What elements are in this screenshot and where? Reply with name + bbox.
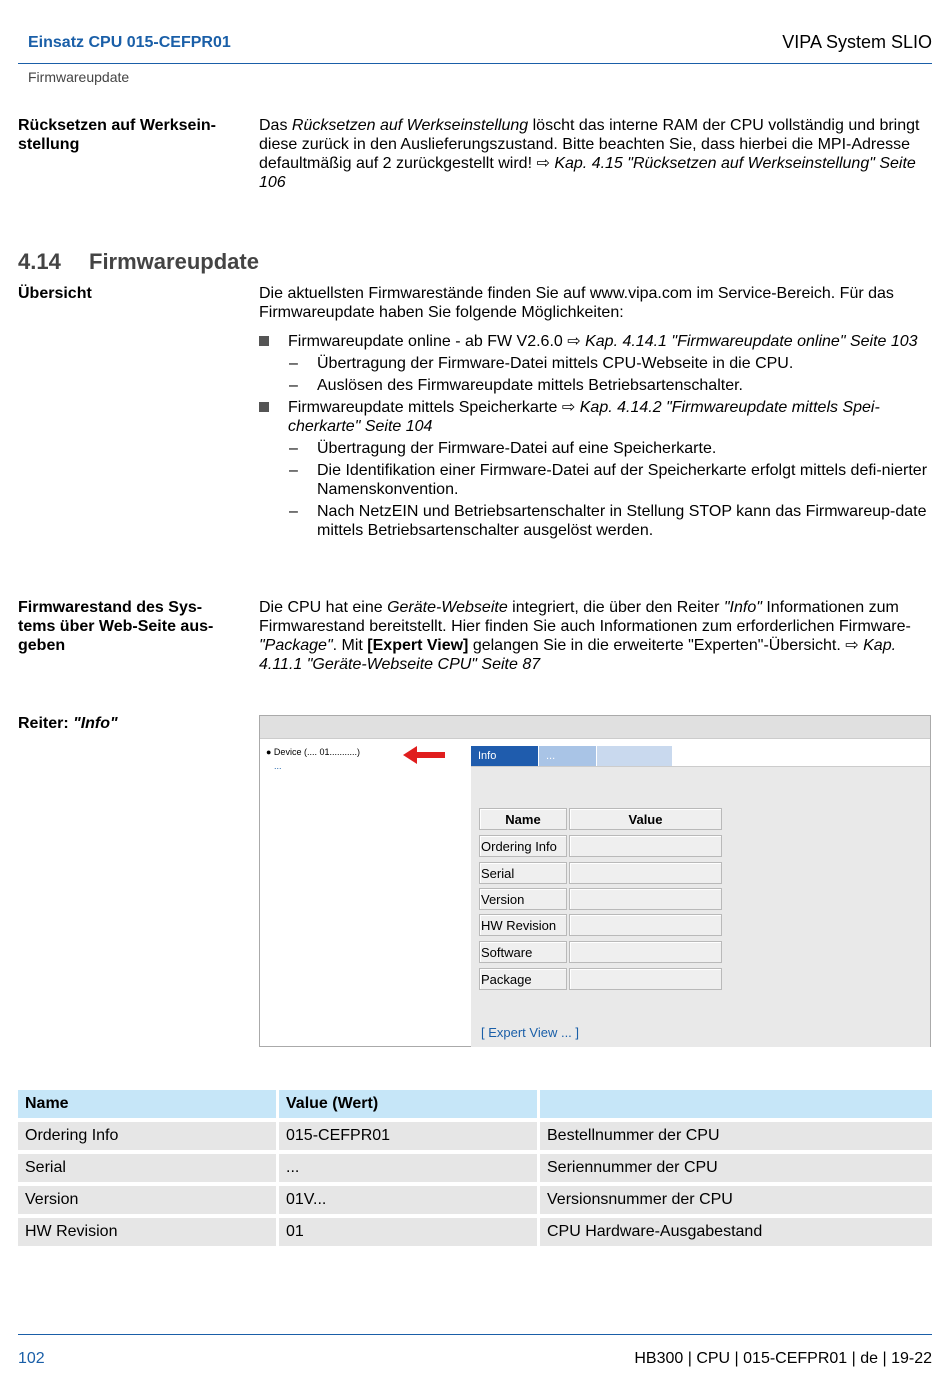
info-row-name: Package <box>479 968 567 990</box>
expert-view-link[interactable]: [ Expert View ... ] <box>481 1025 580 1040</box>
sub-list-item <box>259 461 935 499</box>
section-number: 4.14 <box>18 249 61 274</box>
info-row-name: HW Revision <box>479 914 567 936</box>
tab-empty[interactable] <box>597 746 672 766</box>
table-cell-value: ... <box>279 1154 537 1182</box>
overview-intro: Die aktuellsten Firmwarestände finden Sie auf www.vipa.com im Service-Bereich. Für das Firmwareupdate haben Sie folgende Möglichkeiten: <box>259 285 894 321</box>
table-header-name: Name <box>18 1090 276 1118</box>
tab-info[interactable]: Info <box>471 746 538 766</box>
table-cell-name: Version <box>18 1186 276 1214</box>
info-row-name: Serial <box>479 862 567 884</box>
reset-text-2: Rücksetzen auf Werkseinstellung <box>291 117 529 134</box>
web-page-screenshot <box>259 715 931 1047</box>
tree-more-item[interactable]: ... <box>274 761 282 771</box>
sub-list-item <box>259 502 935 540</box>
sub-list-text: Die Identifikation einer Firmware-Datei auf der Speicherkarte erfolgt mittels defi-nierter Namenskonvention. <box>317 462 928 498</box>
header-chapter-title: Einsatz CPU 015-CEFPR01 <box>28 34 231 51</box>
reference-arrow-icon: ⇨ <box>536 155 550 172</box>
table-cell-value: 015-CEFPR01 <box>279 1122 537 1150</box>
info-row-name: Version <box>479 888 567 910</box>
list-item <box>259 398 935 436</box>
sub-list-item <box>259 354 935 373</box>
info-panel <box>471 766 930 1047</box>
reference-arrow-icon: ⇨ <box>845 637 859 654</box>
table-cell-name: HW Revision <box>18 1218 276 1246</box>
table-cell-description: Bestellnummer der CPU <box>540 1122 932 1150</box>
list-item-text: Firmwareupdate mittels Speicherkarte <box>288 399 562 416</box>
table-cell-description: CPU Hardware-Ausgabestand <box>540 1218 932 1246</box>
dash-bullet: – <box>289 355 298 372</box>
info-row-value <box>569 968 722 990</box>
table-cell-value: 01 <box>279 1218 537 1246</box>
list-item <box>259 332 935 351</box>
sub-list-text: Nach NetzEIN und Betriebsartenschalter in Stellung STOP kann das Firmwareup-date mittels Betriebsartenschalter ausgelöst werden. <box>317 503 927 539</box>
list-item-reference[interactable]: Kap. 4.14.2 "Firmwareupdate mittels Spei-cherkarte" Seite 104 <box>288 399 880 435</box>
dash-bullet: – <box>289 440 298 457</box>
tab-more[interactable]: ... <box>539 746 596 766</box>
square-bullet-icon <box>259 402 269 412</box>
header-section-name: Firmwareupdate <box>28 69 130 85</box>
dash-bullet: – <box>289 462 298 479</box>
sub-list-item <box>259 376 935 395</box>
section-title: Firmwareupdate <box>89 249 259 274</box>
table-header-value: Value (Wert) <box>279 1090 537 1118</box>
overview-label: Übersicht <box>18 285 92 302</box>
web-text: . Mit <box>332 637 368 654</box>
tree-device-item[interactable]: ● Device (.... 01...........) <box>266 747 360 757</box>
info-row-value <box>569 862 722 884</box>
tab-label <box>18 714 243 733</box>
table-header-description <box>540 1090 932 1118</box>
web-text-italic: "Package" <box>259 637 333 654</box>
info-row-value <box>569 835 722 857</box>
info-header-value: Value <box>569 808 722 830</box>
screenshot-top-bar <box>260 716 930 739</box>
screenshot-tab-bar <box>471 746 931 766</box>
reference-arrow-icon: ⇨ <box>561 399 576 416</box>
table-cell-name: Ordering Info <box>18 1122 276 1150</box>
table-cell-value: 01V... <box>279 1186 537 1214</box>
info-header-name: Name <box>479 808 567 830</box>
web-text-italic: Geräte-Webseite <box>387 599 508 616</box>
sub-list-text: Übertragung der Firmware-Datei mittels CPU-Webseite in die CPU. <box>317 355 794 372</box>
reset-reference-link[interactable]: Kap. 4.15 "Rücksetzen auf Werkseinstellung" Seite 106 <box>259 155 916 191</box>
table-cell-description: Seriennummer der CPU <box>540 1154 932 1182</box>
dash-bullet: – <box>289 377 298 394</box>
tab-label-prefix: Reiter: <box>18 715 74 732</box>
sub-list-text: Auslösen des Firmwareupdate mittels Betriebsartenschalter. <box>317 377 743 394</box>
info-row-value <box>569 914 722 936</box>
dash-bullet: – <box>289 503 298 520</box>
section-heading <box>18 249 259 275</box>
square-bullet-icon <box>259 336 269 346</box>
web-text: gelangen Sie in die erweiterte "Experten"-Übersicht. <box>468 637 846 654</box>
reset-text-3: löscht das interne RAM der CPU vollständig und bringt diese zurück in den Auslieferungszustand. Bitte beachten Sie, dass hierbei die MPI-Adresse defaultmäßig auf 2 zurückgestellt wird! <box>259 117 920 172</box>
web-paragraph <box>259 598 935 674</box>
header-product-name: VIPA System SLIO <box>782 32 932 52</box>
list-item-reference[interactable]: Kap. 4.14.1 "Firmwareupdate online" Seite 103 <box>585 333 918 350</box>
reset-paragraph <box>259 116 935 192</box>
web-text: integriert, die über den Reiter <box>507 599 724 616</box>
info-row-name: Ordering Info <box>479 835 567 857</box>
table-cell-name: Serial <box>18 1154 276 1182</box>
info-row-name: Software <box>479 941 567 963</box>
web-text-bold: [Expert View] <box>367 637 469 654</box>
reset-label: Rücksetzen auf Werksein- stellung <box>18 117 216 153</box>
list-item-text: Firmwareupdate online - ab FW V2.6.0 <box>288 333 568 350</box>
red-arrow-icon <box>403 744 447 766</box>
sub-list-text: Übertragung der Firmware-Datei auf eine Speicherkarte. <box>317 440 717 457</box>
document-id: HB300 | CPU | 015-CEFPR01 | de | 19-22 <box>634 1350 932 1367</box>
web-text: Informationen zum Firmwarestand bereitstellt. Hier finden Sie auch Informationen zum erforderlichen Firmware- <box>259 599 911 635</box>
reference-arrow-icon: ⇨ <box>567 333 581 350</box>
web-text-italic: "Info" <box>723 599 762 616</box>
tab-label-name: "Info" <box>73 715 118 732</box>
web-label: Firmwarestand des Sys- tems über Web-Seite aus- geben <box>18 599 214 654</box>
web-reference-link[interactable]: Kap. 4.11.1 "Geräte-Webseite CPU" Seite 87 <box>259 637 897 673</box>
web-text: Die CPU hat eine <box>259 599 388 616</box>
reset-text-1: Das <box>259 117 292 134</box>
info-row-value <box>569 888 722 910</box>
page-number: 102 <box>18 1350 45 1367</box>
table-cell-description: Versionsnummer der CPU <box>540 1186 932 1214</box>
footer-divider <box>18 1334 932 1335</box>
overview-block <box>259 284 935 540</box>
info-row-value <box>569 941 722 963</box>
sub-list-item <box>259 439 935 458</box>
header-divider <box>18 63 932 64</box>
